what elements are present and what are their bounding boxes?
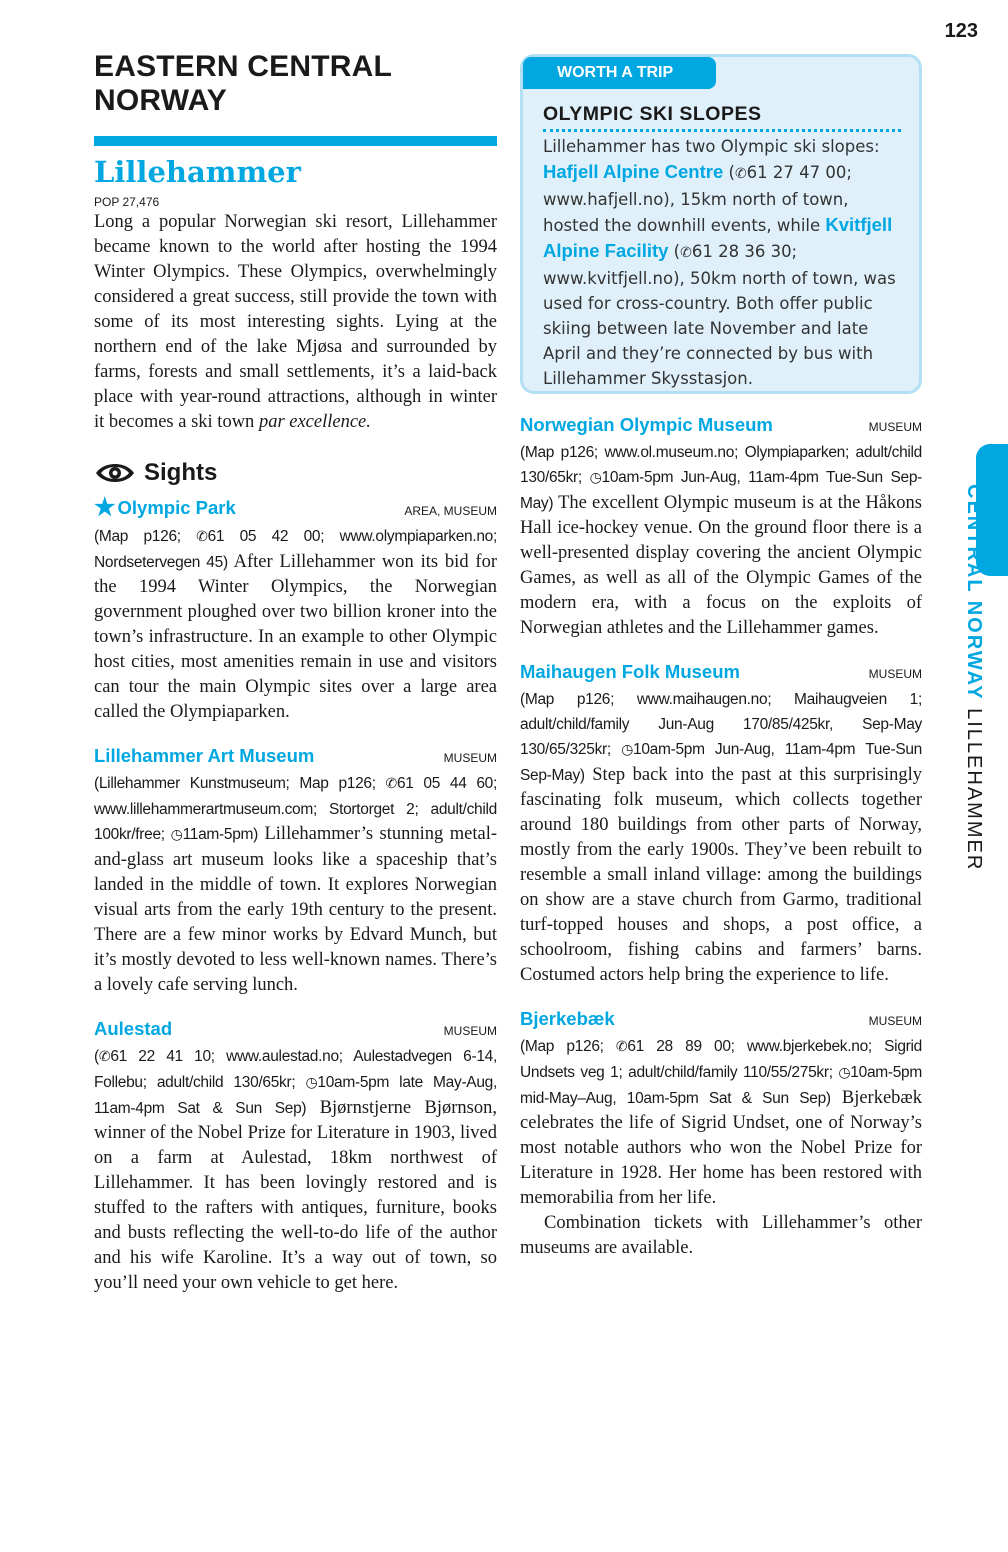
phone-icon: ✆ <box>98 1048 111 1065</box>
sight-body <box>94 771 497 998</box>
sight-info-b: 61 22 41 10; www.aulestad.no; Aulestadvegen 6-14, Follebu; adult/child 130/65kr; <box>94 1047 497 1091</box>
title-divider <box>94 136 497 146</box>
sight-info-c: 10am-5pm mid-May–Aug, 10am-5pm Sat & Sun Sep) <box>520 1064 922 1107</box>
running-head-section: CENTRAL NORWAY <box>963 484 985 701</box>
left-column <box>94 50 497 1296</box>
sight-text: Bjerkebæk celebrates the life of Sigrid Undset, one of Norway’s most notable authors who won the Nobel Prize for Literature in 1928. Her home has been restored with memorabilia from her life. <box>520 1088 923 1208</box>
sight-name <box>94 495 236 520</box>
trip-text-5: 61 28 36 30; www.kvitfjell.no), 50km north of town, was used for cross-country. Both offer public skiing between late November and late April and they’re connected by bus with Lillehammer Skysstasjon. <box>543 242 896 388</box>
sight-olympic-park <box>94 495 497 725</box>
chapter-title <box>94 50 497 118</box>
trip-text-3: 61 27 47 00; www.hafjell.no), 15km north of town, hosted the downhill events, while <box>543 163 852 235</box>
sights-heading <box>94 455 497 491</box>
phone-icon: ✆ <box>196 528 208 545</box>
sight-body <box>520 687 922 988</box>
sight-type: AREA, MUSEUM <box>404 503 497 518</box>
trip-name-kvitfjell: Kvitfjell Alpine Facility <box>543 214 893 261</box>
dotted-divider <box>543 129 901 132</box>
clock-icon: ◷ <box>589 470 602 486</box>
sight-maihaugen-folk-museum <box>520 659 922 988</box>
sight-info-b: 61 05 44 60; www.lillehammerartmuseum.com; Stortorget 2; adult/child 100kr/free; <box>94 774 497 843</box>
sight-info-c: 10am-5pm late May-Aug, 11am-4pm Sat & Sun Sep) <box>94 1073 497 1117</box>
sight-text: Lillehammer’s stunning metal-and-glass art museum looks like a spaceship that’s landed in the middle of town. It explores Norwegian visual arts from the early 19th century to the present. There are a few minor works by Edvard Munch, but it’s mostly devoted to less well-known names. There’s a lovely cafe serving lunch. <box>94 823 497 995</box>
phone-icon: ✆ <box>385 775 397 792</box>
sight-text: Step back into the past at this surprisingly fascinating folk museum, which collects together around 180 buildings from other parts of Norway, mostly from the early 1900s. They’ve been rebuilt to resemble a small inland village: among the buildings on show are a stave church from Garmo, traditional turf-topped houses and shops, a post office, a schoolroom, fishing cabins and farmers’ barns. Costumed actors help bring the experience to life. <box>520 765 922 985</box>
running-head-town: LILLEHAMMER <box>963 708 985 872</box>
phone-icon: ✆ <box>734 166 747 182</box>
sight-body <box>520 1034 922 1211</box>
sight-body <box>520 440 922 641</box>
sight-type: MUSEUM <box>868 1014 922 1028</box>
sight-name: Aulestad <box>94 1017 173 1039</box>
right-column <box>520 44 922 1261</box>
sight-type: MUSEUM <box>443 750 497 765</box>
sight-aulestad <box>94 1016 497 1296</box>
sight-norwegian-olympic-museum <box>520 412 922 641</box>
chapter-title-line1: EASTERN CENTRAL <box>94 50 393 83</box>
sight-type: MUSEUM <box>868 667 922 681</box>
sight-name: Maihaugen Folk Museum <box>520 661 740 682</box>
trip-text-1: Lillehammer has two Olympic ski slopes: <box>543 137 880 156</box>
trip-name-hafjell: Hafjell Alpine Centre <box>543 161 724 182</box>
sight-info-c: 11am-5pm) <box>182 825 258 843</box>
sight-lillehammer-art-museum <box>94 743 497 998</box>
sight-text: The excellent Olympic museum is at the Håkons Hall ice-hockey venue. On the ground floor there is a well-presented display covering the ancient Olympic Games, as well as all of the Olympic Games of the modern era, with a focus on the exploits of Norwegian athletes and the Lillehammer games. <box>520 493 922 638</box>
town-intro <box>94 210 497 435</box>
clock-icon: ◷ <box>621 742 634 758</box>
sights-heading-label: Sights <box>144 459 218 486</box>
sight-info-a: (Map p126; www.maihaugen.no; Maihaugveien 1; adult/child/family Jun-Aug 170/85/425kr, Sep-May 130/65/325kr; <box>520 691 922 758</box>
sight-info-a: (Map p126; <box>520 1038 604 1055</box>
sight-type: MUSEUM <box>868 420 922 434</box>
population: POP 27,476 <box>94 195 160 209</box>
clock-icon: ◷ <box>170 826 183 843</box>
town-intro-italic: par excellence. <box>258 412 371 432</box>
worth-a-trip-box <box>520 54 922 394</box>
town-intro-text: Long a popular Norwegian ski resort, Lillehammer became known to the world after hosting the 1994 Winter Olympics. These Olympics, overwhelmingly considered a great success, still provide the town with some of its most interesting sights. Lying at the northern end of the lake Mjøsa and surrounded by farms, forests and small settlements, it’s a laid-back place with year-round attractions, although in winter it becomes a ski town <box>94 212 497 432</box>
sight-name: Norwegian Olympic Museum <box>520 414 773 435</box>
chapter-title-line2: NORWAY <box>94 84 227 117</box>
phone-icon: ✆ <box>615 1039 628 1055</box>
sight-bjerkebaek <box>520 1006 922 1261</box>
sight-info-b: 10am-5pm Jun-Aug, 11am-4pm Tue-Sun Sep-May) <box>520 469 922 512</box>
sight-type: MUSEUM <box>443 1023 497 1038</box>
clock-icon: ◷ <box>838 1065 851 1081</box>
sight-info-a: ( <box>94 1047 99 1065</box>
worth-a-trip-body <box>543 134 901 391</box>
sight-info-a: (Map p126; www.ol.museum.no; Olympiaparken; adult/child 130/65kr; <box>520 444 922 486</box>
sight-body <box>94 1044 497 1296</box>
trip-text-4: ( <box>673 242 681 261</box>
sight-info-b: 61 05 42 00; www.olympiaparken.no; Nordsetervegen 45) <box>94 527 497 571</box>
top-pick-star-icon: ★ <box>94 493 116 521</box>
trip-text-2: ( <box>728 163 735 182</box>
sight-info-a: (Map p126; <box>94 527 181 545</box>
sight-info-b: 61 28 89 00; www.bjerkebek.no; Sigrid Undsets veg 1; adult/child/family 110/55/275kr; <box>520 1038 922 1081</box>
page-number: 123 <box>944 20 978 42</box>
eye-icon <box>94 458 136 488</box>
worth-a-trip-title: OLYMPIC SKI SLOPES <box>543 103 762 125</box>
sight-name: Bjerkebæk <box>520 1008 615 1029</box>
clock-icon: ◷ <box>305 1074 318 1091</box>
combination-tickets-note: Combination tickets with Lillehammer’s other museums are available. <box>520 1213 922 1258</box>
sight-name: Lillehammer Art Museum <box>94 744 315 766</box>
running-head <box>962 484 986 872</box>
sight-info-b: 10am-5pm Jun-Aug, 11am-4pm Tue-Sun Sep-May) <box>520 741 922 784</box>
sight-text: Bjørnstjerne Bjørnson, winner of the Nobel Prize for Literature in 1903, lived on a farm at Aulestad, 18km northwest of Lillehammer. It has been lovingly restored and is stuffed to the rafters with antiques, furniture, books and busts reflecting the well-to-do life of the author and his wife Karoline. It’s a way out of town, so you’ll need your own vehicle to get here. <box>94 1097 498 1293</box>
worth-a-trip-tab: WORTH A TRIP <box>523 57 716 89</box>
sight-name-text: Olympic Park <box>117 497 236 518</box>
sight-body <box>94 524 497 725</box>
sight-info-a: (Lillehammer Kunstmuseum; Map p126; <box>94 774 376 792</box>
town-title: Lillehammer <box>94 155 301 189</box>
sight-text: After Lillehammer won its bid for the 1994 Winter Olympics, the Norwegian government ploughed over two billion kroner into the town’s infrastructure. In an example to other Olympic host cities, most amenities remain in use and visitors can tour the main Olympic sites over a large area called the Olympiaparken. <box>94 551 497 722</box>
phone-icon: ✆ <box>680 245 692 261</box>
